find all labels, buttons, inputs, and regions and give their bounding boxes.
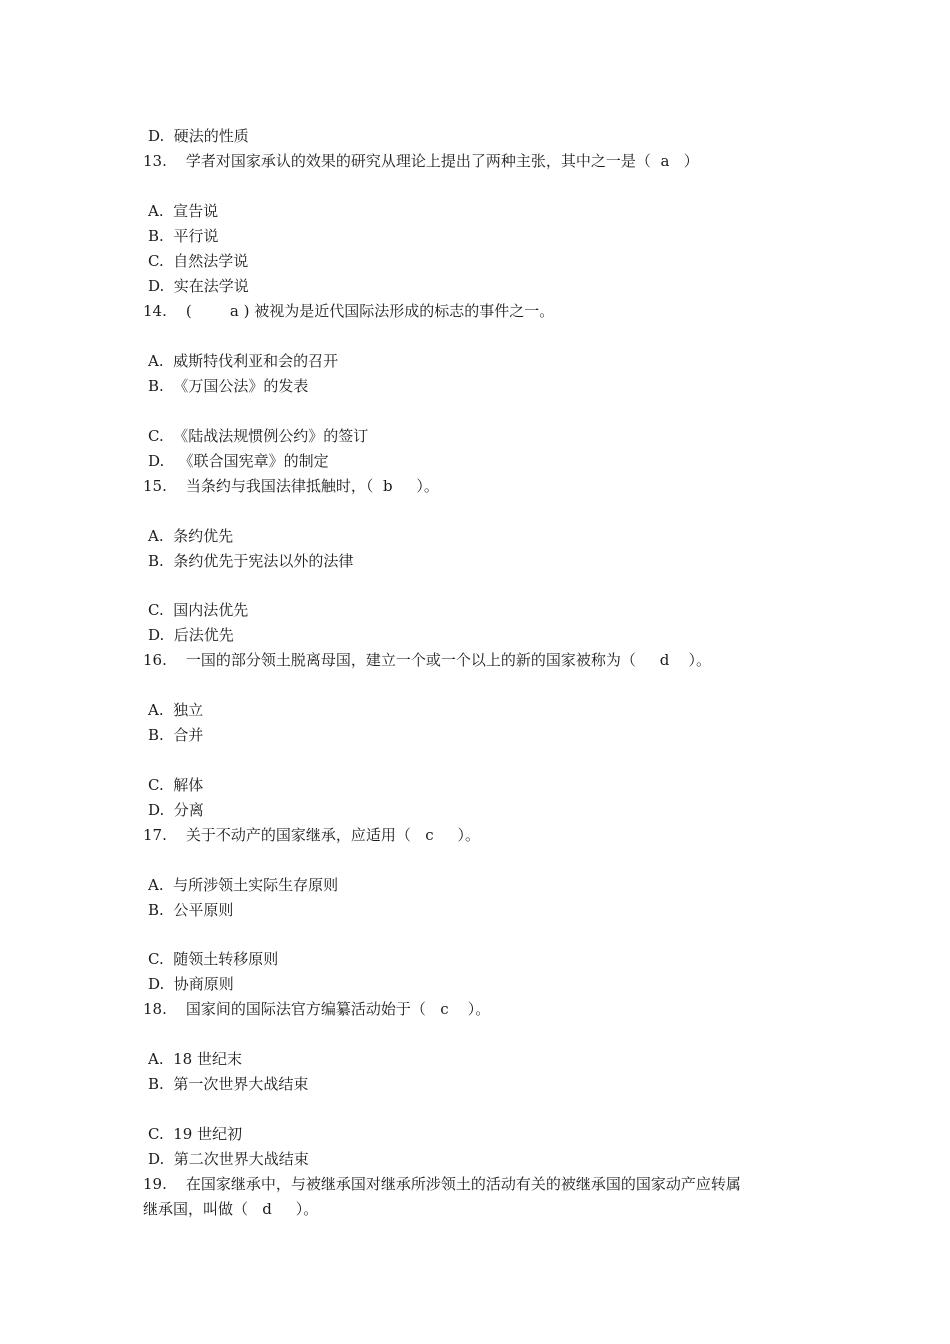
option-17-d: D. 协商原则 [148, 975, 234, 993]
question-17: 17. 关于不动产的国家继承，应适用（ c ）。 [143, 826, 480, 844]
option-15-c: C. 国内法优先 [148, 601, 249, 619]
question-16: 16. 一国的部分领土脱离母国，建立一个或一个以上的新的国家被称为（ d ）。 [143, 651, 711, 669]
option-18-c: C. 19 世纪初 [148, 1125, 243, 1143]
option-18-d: D. 第二次世界大战结束 [148, 1150, 309, 1168]
option-17-c: C. 随领土转移原则 [148, 950, 279, 968]
option-15-d: D. 后法优先 [148, 626, 234, 644]
option-18-a: A. 18 世纪末 [148, 1050, 242, 1068]
option-13-c: C. 自然法学说 [148, 252, 249, 270]
option-17-a: A. 与所涉领土实际生存原则 [148, 876, 339, 894]
option-14-d: D. 《联合国宪章》的制定 [148, 452, 329, 470]
option-15-a: A. 条约优先 [148, 527, 234, 545]
question-15: 15. 当条约与我国法律抵触时，（ b ）。 [143, 477, 439, 495]
option-16-a: A. 独立 [148, 701, 204, 719]
question-19: 19. 在国家继承中，与被继承国对继承所涉领土的活动有关的被继承国的国家动产应转属 [143, 1175, 741, 1193]
option-13-d: D. 实在法学说 [148, 277, 249, 295]
option-13-a: A. 宣告说 [148, 202, 219, 220]
option-13-b: B. 平行说 [148, 227, 219, 245]
question-18: 18. 国家间的国际法官方编纂活动始于（ c ）。 [143, 1000, 491, 1018]
question-14: 14. ( a ) 被视为是近代国际法形成的标志的事件之一。 [143, 302, 555, 320]
option-12-d: D. 硬法的性质 [148, 127, 249, 145]
option-16-d: D. 分离 [148, 801, 204, 819]
question-19-continued: 继承国，叫做（ d ）。 [143, 1200, 319, 1218]
question-13: 13. 学者对国家承认的效果的研究从理论上提出了两种主张，其中之一是（ a ） [143, 152, 699, 170]
option-14-c: C. 《陆战法规惯例公约》的签订 [148, 427, 369, 445]
option-17-b: B. 公平原则 [148, 901, 234, 919]
option-14-b: B. 《万国公法》的发表 [148, 377, 309, 395]
option-16-b: B. 合并 [148, 726, 204, 744]
option-18-b: B. 第一次世界大战结束 [148, 1075, 309, 1093]
option-16-c: C. 解体 [148, 776, 204, 794]
option-14-a: A. 威斯特伐利亚和会的召开 [148, 352, 339, 370]
option-15-b: B. 条约优先于宪法以外的法律 [148, 552, 354, 570]
